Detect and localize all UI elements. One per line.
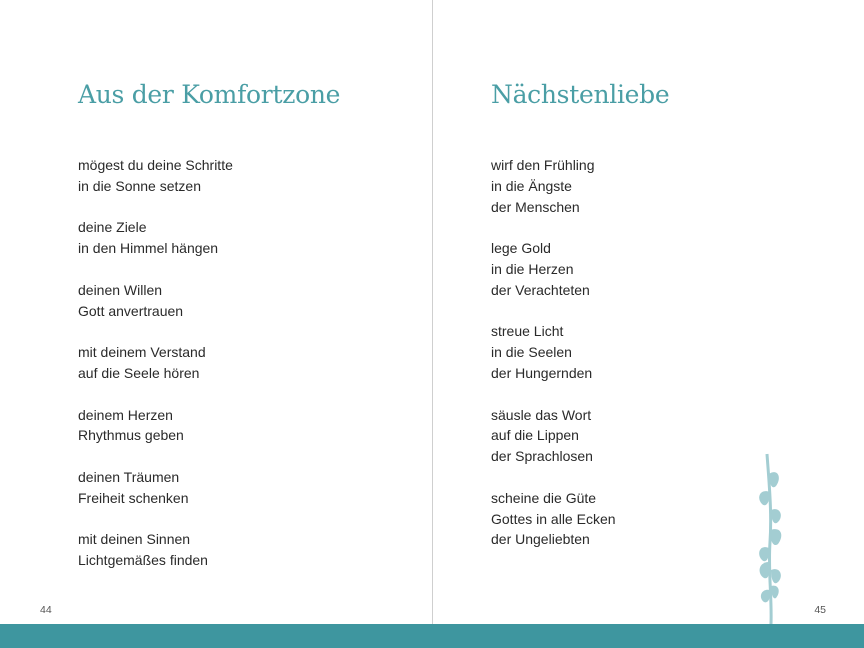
poem-line: der Hungernden <box>491 364 593 381</box>
poem-line: deine Ziele <box>78 219 147 236</box>
poem-line: der Ungeliebten <box>491 531 590 548</box>
poem-line: in die Herzen <box>491 260 574 277</box>
stanza <box>78 155 233 197</box>
poem-line: säusle das Wort <box>491 406 592 423</box>
stanza <box>78 342 233 384</box>
poem-line: in die Ängste <box>491 177 572 194</box>
poem-line: deinen Willen <box>78 281 163 298</box>
stanza <box>78 405 233 447</box>
stanza <box>491 405 616 467</box>
stanza <box>78 529 233 571</box>
poem-line: auf die Seele hören <box>78 364 200 381</box>
poem-line: streue Licht <box>491 323 564 340</box>
poem-line: auf die Lippen <box>491 427 579 444</box>
poem-line: der Verachteten <box>491 281 590 298</box>
poem-line: deinem Herzen <box>78 406 173 423</box>
plant-sprig-icon <box>748 452 794 624</box>
poem-line: der Menschen <box>491 198 580 215</box>
poem-line: mit deinen Sinnen <box>78 531 191 548</box>
poem-line: mit deinem Verstand <box>78 344 206 361</box>
poem-line: in die Seelen <box>491 344 572 361</box>
stanza <box>491 488 616 550</box>
poem-line: mögest du deine Schritte <box>78 157 233 173</box>
poem-line: Freiheit schenken <box>78 489 189 506</box>
poem-line: der Sprachlosen <box>491 448 593 465</box>
poem-line: scheine die Güte <box>491 489 597 506</box>
poem-title-right: Nächstenliebe <box>491 80 670 109</box>
stanza <box>491 238 616 300</box>
stanza <box>78 280 233 322</box>
poem-line: Rhythmus geben <box>78 427 184 444</box>
page-number-right: 45 <box>814 604 826 616</box>
stanza <box>491 321 616 383</box>
poem-line: Gott anvertrauen <box>78 302 184 319</box>
left-page <box>0 0 432 624</box>
poem-line: Lichtgemäßes finden <box>78 552 208 569</box>
stanza <box>78 217 233 259</box>
poem-line: wirf den Frühling <box>491 157 595 173</box>
stanza <box>491 155 616 217</box>
poem-line: in den Himmel hängen <box>78 240 219 257</box>
poem-line: lege Gold <box>491 240 551 257</box>
stanza <box>78 467 233 509</box>
poem-left <box>78 155 233 592</box>
poem-line: deinen Träumen <box>78 468 180 485</box>
bottom-color-band <box>0 624 864 648</box>
poem-right <box>491 155 616 571</box>
poem-line: in die Sonne setzen <box>78 177 201 194</box>
poem-title-left: Aus der Komfortzone <box>78 80 341 109</box>
poem-line: Gottes in alle Ecken <box>491 510 616 527</box>
page-number-left: 44 <box>40 604 52 616</box>
right-page <box>433 0 864 624</box>
